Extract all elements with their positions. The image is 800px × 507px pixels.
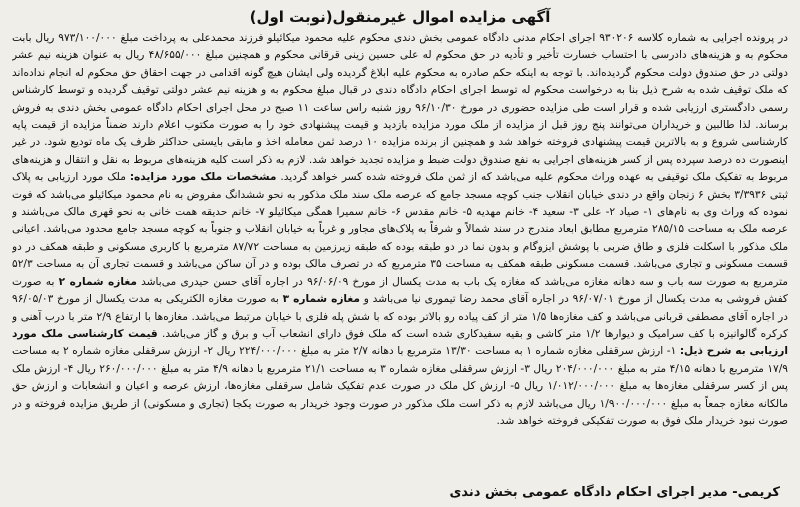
notice-body (12, 30, 788, 482)
notice-title: آگهی مزایده اموال غیرمنقول(نوبت اول) (249, 8, 551, 26)
property-spec-heading: مشخصات ملک مورد مزایده: (129, 171, 277, 184)
shop-2-heading: مغازه شماره ۲ (58, 275, 137, 288)
notice-text-part-5: ۱- ارزش سرقفلی مغازه شماره ۱ به مساحت ۱۳/۳۰ مترمربع با دهانه ۲/۷ متر به مبلغ ۲۲۴/۰۰۰/۰۰۰ ریال ۲- ارزش سرقفلی مغازه شماره ۲ به مساحت ۱۷/۹ مترمربع با دهانه ۴/۱۵ متر به مبلغ ۲۰۴/۰۰۰/۰۰۰ ریال ۳- ارزش سرقفلی مغازه شماره ۳ به مساحت ۲۱/۱ مترمربع با دهانه ۴/۹ متر به مبلغ ۲۶۰/۰۰۰/۰۰۰ ریال ۴- ارزش ملک پس از کسر سرقفلی مغازه‌ها به مبلغ ۱/۰۱۲/۰۰۰/۰۰۰ ریال ۵- ارزش کل ملک در صورت عدم تفکیک شامل سرقفلی مغازه‌ها، ارزش عرصه و اعیان و انشعابات و ارزش حق مالکانه مغازه جمعاً به مبلغ ۱/۹۰۰/۰۰۰/۰۰۰ ریال می‌باشد لازم به ذکر است ملک مذکور در صورت وجود خریدار به صورت یکجا (تجاری و مسکونی) از طریق مزایده فروخته و در صورت نبود خریدار ملک فوق به صورت تفکیکی فروخته خواهد شد. (12, 345, 788, 427)
notice-text-part-2: ملک مورد ارزیابی به پلاک ثبتی ۳/۳۹۳۶ بخش ۶ زنجان واقع در دندی خیابان انقلاب جنب کوچه مسجد جامع که عرصه ملک سند ملک مذکور به نحو ششدانگ مفروض به نام محمود میکائیلو می‌باشد که فوت نموده که وراث وی به نام‌های ۱- صیاد ۲- علی ۳- سعید ۴- خانم مهدیه ۵- خانم مقدس ۶- خانم سمیرا همگی میکائیلو ۷- خانم حدیقه همت خانی به نحو قهری مالک می‌باشند و عرصه ملک به مساحت ۲۸۵/۱۵ مترمربع مطابق ابعاد مندرج در سند شمالاً و شرقاً به پلاک‌های مجاور و غرباً به خیابان انقلاب و جنوباً به کوچه مسجد جامع محدود می‌باشد. اعیانی ملک مذکور با اسکلت فلزی و طاق ضربی با پوشش ایزوگام و بدون نما در دو طبقه بوده که طبقه زیرزمین به مساحت ۸۷/۷۲ مترمربع با کاربری مسکونی و طبقه همکف در دو قسمت مسکونی و تجاری می‌باشد. قسمت مسکونی طبقه همکف به مساحت ۳۵ مترمربع که در تصرف مالک بوده و در آن ساکن می‌باشد و قسمت تجاری آن به مساحت ۵۲/۳ مترمربع به صورت سه باب و سه دهانه مغازه می‌باشد که مغازه یک باب به مدت یکسال از مورخ ۹۶/۰۶/۰۹ در اجاره آقای حسن حیدری می‌باشد (12, 171, 788, 288)
notice-signature: کریمی- مدیر اجرای احکام دادگاه عمومی بخش دندی (449, 485, 780, 500)
notice-text-part-1: در پرونده اجرایی به شماره کلاسه ۹۳۰۲۰۶ اجرای احکام مدنی دادگاه عمومی بخش دندی محکوم علیه محمود میکائیلو فرزند محمدعلی به پرداخت مبلغ ۹۷۳/۱۰۰/۰۰۰ ریال بابت محکوم به و هزینه‌های دادرسی با احتساب خسارت تأخیر و تأدیه در حق محکوم له علی حسین زینی قرقانی محکوم و همچنین مبلغ ۴۸/۶۵۵/۰۰۰ ریال به عنوان هزینه نیم عشر دولتی در حق صندوق دولت محکوم گردیده‌اند. با توجه به اینکه حکم صادره به محکوم علیه ابلاغ گردیده ولی ایشان هیچ گونه اقدامی در جهت احقاق حق محکوم له انجام نداده‌اند که ملک توقیف شده به شرح ذیل بنا به درخواست محکوم له توسط اجرای احکام دادگاه دندی در قبال مبلغ محکوم به و هزینه نیم عشر دولتی توقیف گردیده و توسط کارشناس رسمی دادگستری ارزیابی شده و قرار است طی مزایده حضوری در مورخ ۹۶/۱۰/۳۰ روز شنبه راس ساعت ۱۱ صبح در محل اجرای احکام دادگاه عمومی بخش دندی به فروش برساند. لذا طالبین و خریداران می‌توانند پنج روز قبل از مزایده از ملک مورد مزایده بازدید و قیمت پیشنهادی خود را به صورت مکتوب اعلام دارند ضمناً مزایده از قیمت پایه کارشناسی شروع و به بالاترین قیمت پیشنهادی فروخته خواهد شد و همچنین از برنده مزایده ۱۰ درصد ثمن معامله اخذ و مابقی بایستی حداکثر ظرف یک ماه تودیع شود. در غیر اینصورت ده درصد سپرده پس از کسر هزینه‌های اجرایی به نفع صندوق دولت ضبط و مزایده تجدید خواهد شد. لازم به ذکر است کلیه هزینه‌های مربوط به نقل و انتقال و هزینه‌های مربوط به تفکیک ملک توقیفی به عهده وراث محکوم علیه می‌باشد که از ثمن ملک فروخته شده کسر خواهد گردید. (12, 32, 788, 184)
notice-text-part-3: به صورت کفش فروشی به مدت یکسال از مورخ ۹۶/۰۷/۰۱ در اجاره آقای محمد رضا تیموری نیا می‌باشد و (12, 275, 788, 306)
expert-price-heading: قیمت کارشناسی ملک مورد ارزیابی به شرح ذیل: (12, 327, 788, 358)
shop-3-heading: مغازه شماره ۳ (282, 293, 360, 306)
notice-text-part-4: به صورت مغازه الکتریکی به مدت یکسال از مورخ ۹۶/۰۵/۰۳ در اجاره آقای مصطفی قربانی می‌باشد و کف مغازه‌ها ۱/۵ متر از کف پیاده رو بالاتر بوده که با شش پله فلزی با خیابان مرتبط می‌باشد. مغازه‌ها با ارتفاع ۲/۹ متر با درب آهنی و کرکره گالوانیزه با کف سرامیک و دیوارها ۱/۲ متر کاشی و بقیه سفیدکاری شده است که ملک فوق دارای انشعاب آب و برق و گاز می‌باشد. (12, 293, 788, 340)
